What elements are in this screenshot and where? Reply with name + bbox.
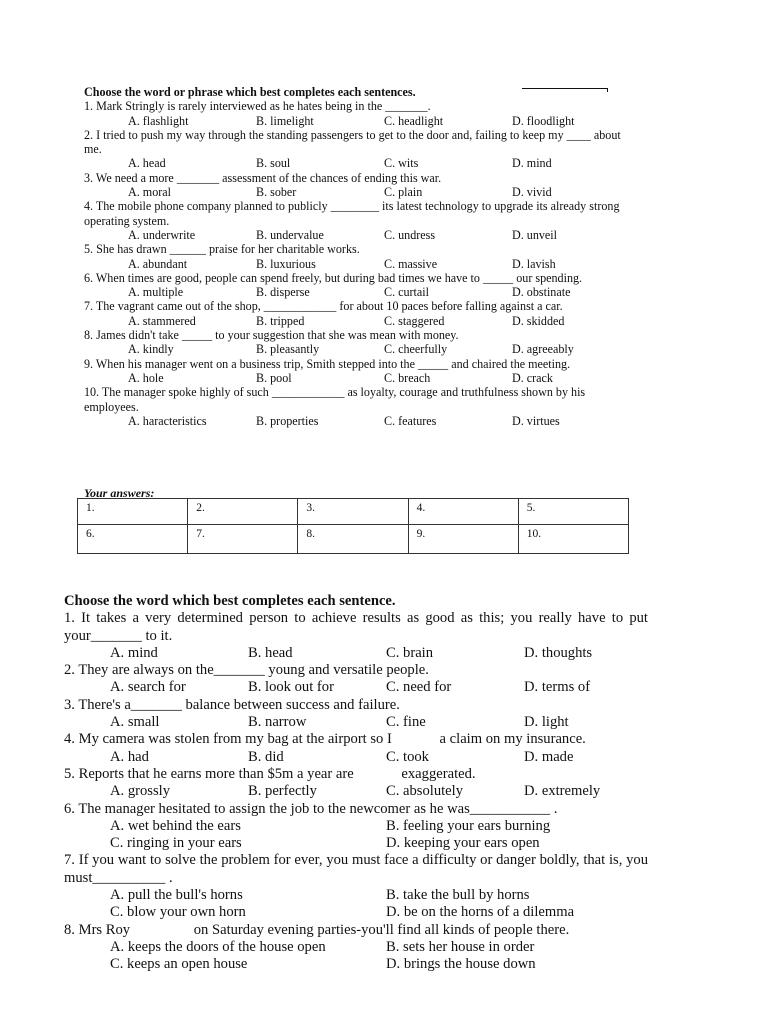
option: D. virtues [512,413,560,428]
option: D. skidded [512,313,565,328]
option: C. blow your own horn [110,904,246,921]
question-text: on Saturday evening parties-you'll find all kinds of people there. [193,921,570,938]
answer-cell[interactable]: 5. [518,499,628,525]
options-5 [84,257,624,271]
option: A. haracteristics [128,413,207,428]
answer-cell[interactable]: 4. [408,499,518,525]
option: D. mind [512,156,552,171]
options-6 [84,285,624,299]
section-2-title: Choose the word which best completes each sentence. [64,593,396,609]
option: D. crack [512,370,553,385]
answer-cell[interactable]: 3. [298,499,408,525]
section-1-title: Choose the word or phrase which best completes each sentences. [84,85,416,99]
option: D. keeping your ears open [386,835,540,852]
option: A. small [110,714,160,731]
option: C. headlight [384,113,444,128]
question-8: 8. James didn't take _____ to your suggestion that she was mean with money. [84,328,459,343]
option: A. multiple [128,285,184,300]
option: B. head [248,644,293,661]
option: B. perfectly [248,783,317,800]
options-1 [84,114,624,128]
options-8 [64,939,648,974]
option: D. thoughts [524,644,593,661]
question-7: 7. The vagrant came out of the shop, ____________ for about 10 paces before falling against a car. [84,299,563,314]
question-2: 2. I tried to push my way through the standing passengers to get to the door and, failing to keep my ____ about me. [84,127,621,157]
question-5 [64,766,648,783]
option: D. made [524,748,574,765]
question-text: 4. My camera was stolen from my bag at the airport so I [64,731,392,748]
option: D. obstinate [512,285,571,300]
options-4 [64,749,648,766]
options-2 [64,679,648,696]
option: A. keeps the doors of the house open [110,938,326,955]
answer-cell[interactable]: 6. [78,525,188,554]
answer-cell[interactable]: 9. [408,525,518,554]
option: B. tripped [256,313,305,328]
option: D. terms of [524,679,591,696]
option: B. look out for [248,679,334,696]
option: B. sets her house in order [386,938,535,955]
option: B. pleasantly [256,342,320,357]
option: D. agreeably [512,342,574,357]
option: C. need for [386,679,452,696]
options-7 [84,314,624,328]
option: C. breach [384,370,431,385]
option: A. flashlight [128,113,189,128]
option: A. pull the bull's horns [110,887,243,904]
option: D. brings the house down [386,956,536,973]
option: D. extremely [524,783,601,800]
option: C. cheerfully [384,342,448,357]
option: B. did [248,748,284,765]
question-text: a claim on my insurance. [439,731,586,748]
option: C. fine [386,714,426,731]
answer-cell[interactable]: 7. [188,525,298,554]
question-text: 8. Mrs Roy [64,921,131,938]
option: B. luxurious [256,256,316,271]
option: D. lavish [512,256,556,271]
option: B. pool [256,370,292,385]
answers-label: Your answers: [84,486,155,500]
options-7 [64,887,648,922]
table-row [78,525,629,554]
option: B. feeling your ears burning [386,817,551,834]
option: A. wet behind the ears [110,817,241,834]
option: D. floodlight [512,113,575,128]
options-2 [84,156,624,170]
option: C. plain [384,185,423,200]
option: B. sober [256,185,297,200]
question-3: 3. We need a more _______ assessment of the chances of ending this war. [84,170,442,185]
question-1: 1. Mark Stringly is rarely interviewed as he hates being in the _______. [84,99,431,114]
options-3 [84,185,624,199]
section-1 [84,85,624,428]
option: C. wits [384,156,419,171]
option: B. properties [256,413,319,428]
option: D. vivid [512,185,552,200]
table-row [78,499,629,525]
option: A. moral [128,185,171,200]
option: B. limelight [256,113,314,128]
option: C. staggered [384,313,445,328]
option: A. abundant [128,256,188,271]
option: C. took [386,748,429,765]
options-6 [64,818,648,853]
question-7: 7. If you want to solve the problem for ever, you must face a difficulty or danger boldly, that is, you must__________ . [64,852,648,886]
answer-cell[interactable]: 8. [298,525,408,554]
question-9: 9. When his manager went on a business trip, Smith stepped into the _____ and chaired the meeting. [84,356,571,371]
option: C. curtail [384,285,430,300]
options-10 [84,414,624,428]
option: B. take the bull by horns [386,887,530,904]
answer-cell[interactable]: 2. [188,499,298,525]
option: C. features [384,413,437,428]
option: A. grossly [110,783,170,800]
options-1 [64,645,648,662]
option: A. kindly [128,342,174,357]
option: D. unveil [512,227,558,242]
option: B. disperse [256,285,310,300]
option: B. soul [256,156,291,171]
option: B. undervalue [256,227,324,242]
option: A. hole [128,370,164,385]
option: C. brain [386,644,434,661]
question-6: 6. When times are good, people can spend freely, but during bad times we have to _____ our spending. [84,270,583,285]
options-5 [64,783,648,800]
option: C. undress [384,227,436,242]
question-text: 5. Reports that he earns more than $5m a year are [64,765,354,782]
option: B. narrow [248,714,307,731]
question-1: 1. It takes a very determined person to achieve results as good as this; you really have to put your_______ to it. [64,610,648,644]
option: C. absolutely [386,783,464,800]
options-8 [84,342,624,356]
option: A. mind [110,644,158,661]
answer-table [77,498,629,554]
option: D. light [524,714,569,731]
section-2 [64,593,648,974]
option: D. be on the horns of a dilemma [386,904,575,921]
options-4 [84,228,624,242]
option: A. stammered [128,313,196,328]
option: A. head [128,156,166,171]
option: A. underwrite [128,227,196,242]
option: A. had [110,748,149,765]
answer-cell[interactable]: 1. [78,499,188,525]
option: A. search for [110,679,186,696]
question-10: 10. The manager spoke highly of such ____________ as loyalty, courage and truthfulness shown by his employees. [84,385,586,414]
question-5: 5. She has drawn ______ praise for her charitable works. [84,242,360,257]
options-3 [64,714,648,731]
option: C. massive [384,256,438,271]
option: C. keeps an open house [110,956,248,973]
option: C. ringing in your ears [110,835,242,852]
question-8 [64,922,648,939]
question-3: 3. There's a_______ balance between success and failure. [64,696,400,713]
question-4: 4. The mobile phone company planned to publicly ________ its latest technology to upgrade its already strong operating system. [84,199,620,228]
question-2: 2. They are always on the_______ young and versatile people. [64,662,429,679]
question-text: exaggerated. [401,765,476,782]
answer-cell[interactable]: 10. [518,525,628,554]
options-9 [84,371,624,385]
question-6: 6. The manager hesitated to assign the job to the newcomer as he was___________ . [64,800,558,817]
question-4 [64,731,648,748]
